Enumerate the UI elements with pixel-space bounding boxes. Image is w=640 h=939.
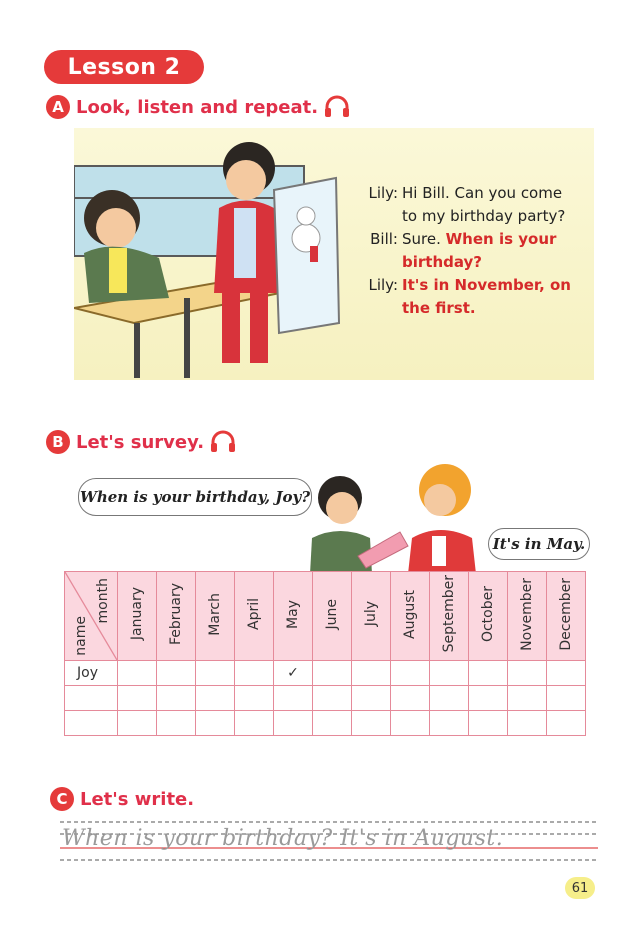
survey-table (64, 571, 586, 736)
speaker-lily: Lily: (368, 276, 398, 294)
headphones-icon[interactable] (210, 430, 236, 454)
section-a-dialog (364, 182, 604, 320)
dialog-line: It's in November, on (402, 276, 571, 294)
speech-bubble-answer: It's in May. (488, 528, 590, 560)
survey-cell[interactable] (352, 661, 391, 686)
survey-cell[interactable] (547, 661, 586, 686)
survey-cell[interactable] (118, 661, 157, 686)
dialog-line: to my birthday party? (402, 207, 566, 225)
dialog-line: the first. (402, 299, 476, 317)
name-cell[interactable]: Joy (65, 661, 118, 686)
survey-cell[interactable] (430, 661, 469, 686)
speaker-lily: Lily: (368, 184, 398, 202)
survey-cell[interactable] (508, 711, 547, 736)
survey-cell[interactable] (118, 686, 157, 711)
survey-cell[interactable] (469, 711, 508, 736)
survey-cell[interactable] (157, 686, 196, 711)
headphones-icon[interactable] (324, 95, 350, 119)
survey-cell[interactable] (430, 711, 469, 736)
survey-cell[interactable] (391, 661, 430, 686)
month-header: September (430, 572, 469, 661)
section-c-title: Let's write. (80, 788, 195, 810)
dialog-line: birthday? (402, 253, 483, 271)
section-a-heading (46, 95, 350, 119)
table-corner-header (65, 572, 118, 661)
section-b-title: Let's survey. (76, 431, 205, 453)
section-c-heading (50, 787, 194, 811)
dialog-line-prefix: Sure. (402, 230, 446, 248)
survey-cell[interactable] (547, 686, 586, 711)
survey-cell[interactable] (430, 686, 469, 711)
survey-cell[interactable] (274, 686, 313, 711)
survey-cell[interactable] (313, 661, 352, 686)
handwriting-sample: When is your birthday? It's in August. (62, 826, 504, 851)
survey-cell[interactable] (508, 661, 547, 686)
lesson-title: Lesson 2 (44, 50, 204, 84)
survey-cell[interactable] (469, 686, 508, 711)
table-row (65, 661, 586, 686)
section-b-illustration (300, 458, 500, 574)
survey-cell[interactable] (118, 711, 157, 736)
month-header: November (508, 572, 547, 661)
survey-cell[interactable] (196, 711, 235, 736)
survey-cell[interactable] (196, 661, 235, 686)
survey-cell[interactable] (313, 686, 352, 711)
table-row (65, 686, 586, 711)
corner-month-label: month (95, 578, 111, 624)
survey-cell[interactable] (157, 661, 196, 686)
month-header: July (352, 572, 391, 661)
name-cell[interactable] (65, 711, 118, 736)
survey-cell[interactable] (352, 686, 391, 711)
corner-name-label: name (73, 616, 89, 656)
survey-cell[interactable] (313, 711, 352, 736)
section-b-letter: B (46, 430, 70, 454)
speech-bubble-question: When is your birthday, Joy? (78, 478, 312, 516)
survey-cell[interactable] (157, 711, 196, 736)
speaker-bill: Bill: (370, 230, 398, 248)
table-row (65, 711, 586, 736)
survey-cell[interactable] (391, 686, 430, 711)
month-header: May (274, 572, 313, 661)
dialog-line: Hi Bill. Can you come (402, 184, 563, 202)
month-header: August (391, 572, 430, 661)
survey-cell[interactable] (235, 711, 274, 736)
name-cell[interactable] (65, 686, 118, 711)
month-header: March (196, 572, 235, 661)
month-header: April (235, 572, 274, 661)
month-header: December (547, 572, 586, 661)
dialog-line: When is your (445, 230, 557, 248)
survey-cell[interactable] (469, 661, 508, 686)
page-number: 61 (565, 877, 595, 899)
section-c-letter: C (50, 787, 74, 811)
month-header: January (118, 572, 157, 661)
check-mark[interactable]: ✓ (274, 661, 313, 686)
survey-cell[interactable] (274, 711, 313, 736)
survey-cell[interactable] (235, 661, 274, 686)
survey-cell[interactable] (235, 686, 274, 711)
survey-cell[interactable] (508, 686, 547, 711)
section-a-letter: A (46, 95, 70, 119)
survey-cell[interactable] (391, 711, 430, 736)
survey-cell[interactable] (352, 711, 391, 736)
section-b-heading (46, 430, 236, 454)
survey-cell[interactable] (547, 711, 586, 736)
month-header: June (313, 572, 352, 661)
survey-cell[interactable] (196, 686, 235, 711)
month-header: February (157, 572, 196, 661)
section-a-title: Look, listen and repeat. (76, 96, 319, 118)
month-header: October (469, 572, 508, 661)
